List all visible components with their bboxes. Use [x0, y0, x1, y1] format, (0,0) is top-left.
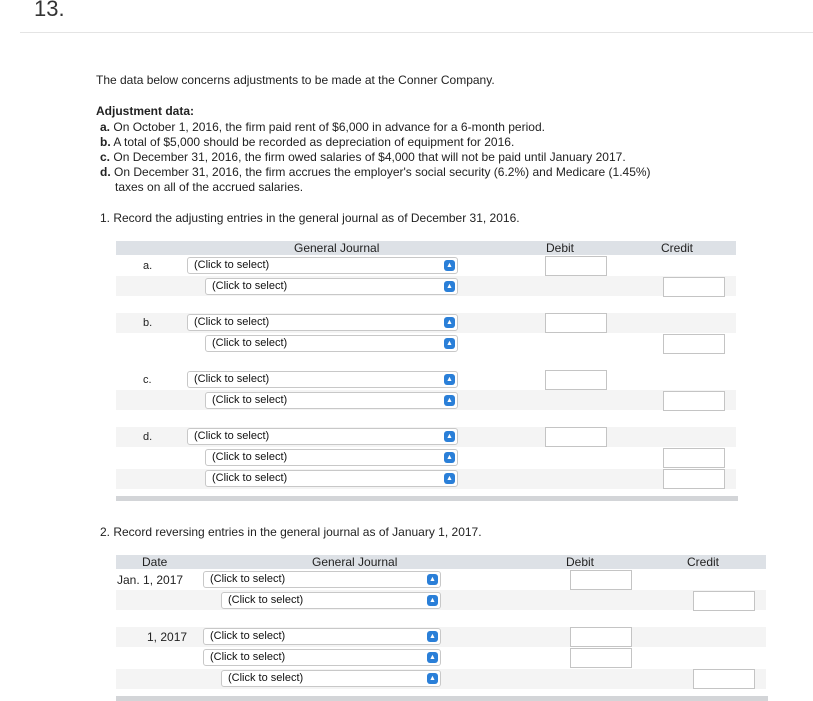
table-footer [116, 496, 738, 501]
row-band [116, 669, 766, 689]
debit-input[interactable] [545, 313, 607, 333]
account-select[interactable] [187, 314, 458, 331]
debit-input[interactable] [570, 648, 632, 668]
row-band [116, 590, 766, 610]
debit-input[interactable] [570, 570, 632, 590]
debit-input[interactable] [545, 370, 607, 390]
adjustment-d-continued: taxes on all of the accrued salaries. [115, 180, 304, 194]
select-text: (Click to select) [194, 373, 270, 385]
credit-input[interactable] [663, 334, 725, 354]
select-text: (Click to select) [212, 472, 288, 484]
debit-input[interactable] [570, 627, 632, 647]
credit-input[interactable] [693, 591, 755, 611]
chevron-updown-icon: ▲ [444, 317, 455, 328]
select-text: (Click to select) [194, 430, 270, 442]
col-general-journal: General Journal [312, 555, 398, 569]
select-text: (Click to select) [194, 259, 270, 271]
adjustment-letter: d. [100, 165, 111, 179]
intro-text: The data below concerns adjustments to be made at the Conner Company. [96, 73, 495, 87]
entry-label-b: b. [143, 317, 153, 329]
chevron-updown-icon: ▲ [427, 673, 438, 684]
adjustment-letter: b. [100, 135, 111, 149]
chevron-updown-icon: ▲ [427, 652, 438, 663]
chevron-updown-icon: ▲ [444, 374, 455, 385]
select-text: (Click to select) [212, 451, 288, 463]
credit-input[interactable] [663, 391, 725, 411]
divider [20, 32, 813, 33]
chevron-updown-icon: ▲ [444, 431, 455, 442]
account-select[interactable] [187, 428, 458, 445]
journal-header [116, 555, 766, 569]
account-select[interactable] [205, 392, 458, 409]
chevron-updown-icon: ▲ [427, 574, 438, 585]
adjustment-text: On December 31, 2016, the firm accrues the employer's social security (6.2%) and Medicare (1.45%) [114, 165, 651, 179]
account-select[interactable] [203, 649, 441, 666]
adjustment-letter: c. [100, 150, 111, 164]
account-select[interactable] [221, 592, 441, 609]
select-text: (Click to select) [210, 651, 286, 663]
select-text: (Click to select) [210, 573, 286, 585]
account-select[interactable] [205, 335, 458, 352]
account-select[interactable] [205, 470, 458, 487]
col-credit: Credit [687, 555, 720, 569]
adjustment-text: On October 1, 2016, the firm paid rent of $6,000 in advance for a 6-month period. [113, 120, 545, 134]
question-number: 13. [34, 0, 65, 21]
debit-input[interactable] [545, 256, 607, 276]
account-select[interactable] [205, 278, 458, 295]
select-text: (Click to select) [228, 672, 304, 684]
chevron-updown-icon: ▲ [444, 473, 455, 484]
account-select[interactable] [187, 257, 458, 274]
adjustment-a [100, 120, 545, 135]
chevron-updown-icon: ▲ [444, 452, 455, 463]
part1-instruction: 1. Record the adjusting entries in the general journal as of December 31, 2016. [100, 211, 520, 225]
col-date: Date [142, 555, 168, 569]
part2-instruction: 2. Record reversing entries in the general journal as of January 1, 2017. [100, 525, 482, 539]
select-text: (Click to select) [212, 280, 288, 292]
adjustment-text: A total of $5,000 should be recorded as depreciation of equipment for 2016. [113, 135, 515, 149]
col-general-journal: General Journal [294, 241, 380, 255]
chevron-updown-icon: ▲ [444, 281, 455, 292]
adjustment-d [100, 165, 651, 180]
select-text: (Click to select) [212, 337, 288, 349]
chevron-updown-icon: ▲ [444, 338, 455, 349]
col-credit: Credit [661, 241, 694, 255]
chevron-updown-icon: ▲ [444, 395, 455, 406]
account-select[interactable] [203, 628, 441, 645]
table-footer [116, 696, 768, 701]
adjustment-c [100, 150, 626, 165]
account-select[interactable] [187, 371, 458, 388]
entry-label-d: d. [143, 431, 153, 443]
account-select[interactable] [205, 449, 458, 466]
col-debit: Debit [546, 241, 575, 255]
debit-input[interactable] [545, 427, 607, 447]
adjustment-letter: a. [100, 120, 111, 134]
col-debit: Debit [566, 555, 595, 569]
select-text: (Click to select) [212, 394, 288, 406]
credit-input[interactable] [663, 469, 725, 489]
entry-label-a: a. [143, 260, 153, 272]
adjustment-heading: Adjustment data: [96, 104, 195, 118]
account-select[interactable] [221, 670, 441, 687]
chevron-updown-icon: ▲ [427, 595, 438, 606]
select-text: (Click to select) [210, 630, 286, 642]
account-select[interactable] [203, 571, 441, 588]
select-text: (Click to select) [228, 594, 304, 606]
adjustment-text: On December 31, 2016, the firm owed salaries of $4,000 that will not be paid until January 2017. [113, 150, 626, 164]
entry-date: Jan. 1, 2017 [117, 573, 184, 587]
credit-input[interactable] [693, 669, 755, 689]
select-text: (Click to select) [194, 316, 270, 328]
chevron-updown-icon: ▲ [427, 631, 438, 642]
credit-input[interactable] [663, 277, 725, 297]
credit-input[interactable] [663, 448, 725, 468]
entry-date: 1, 2017 [147, 630, 188, 644]
chevron-updown-icon: ▲ [444, 260, 455, 271]
adjustment-b [100, 135, 514, 150]
entry-label-c: c. [143, 374, 152, 386]
journal-header [116, 241, 736, 255]
